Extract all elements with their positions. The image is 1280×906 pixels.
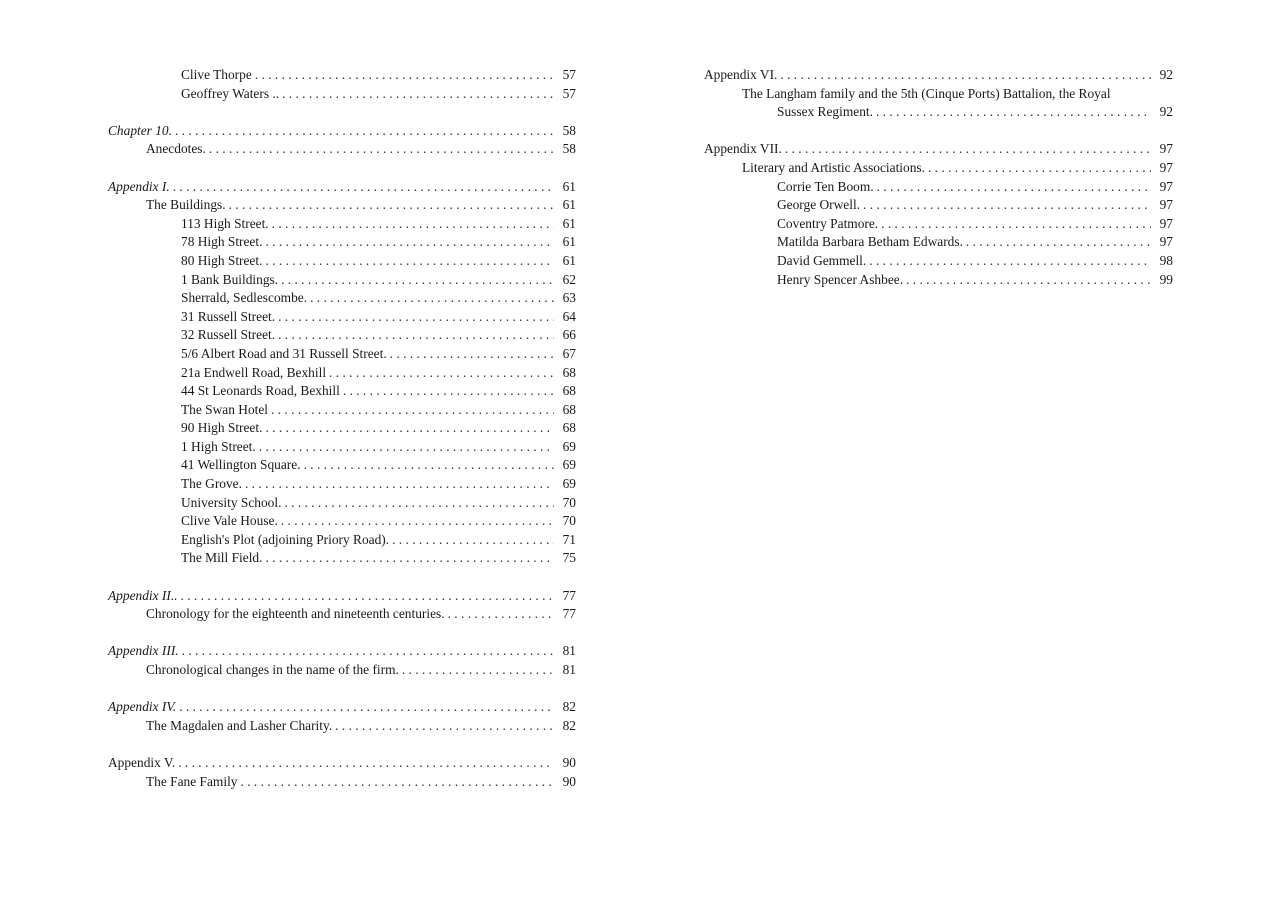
toc-entry-label: David Gemmell.: [777, 252, 867, 268]
toc-entry-page: 82: [562, 699, 576, 715]
toc-entry[interactable]: [108, 364, 576, 383]
toc-entry-page: 98: [1159, 252, 1173, 268]
dot-leader: [272, 215, 554, 234]
toc-entry[interactable]: [704, 271, 1173, 290]
dot-leader: [906, 271, 1151, 290]
toc-entry[interactable]: [108, 475, 576, 494]
toc-entry-label: 78 High Street.: [181, 234, 263, 250]
toc-entry-page: 92: [1159, 67, 1173, 82]
toc-entry-label: The Mill Field.: [181, 550, 263, 566]
toc-entry-page: 69: [562, 476, 576, 492]
toc-entry-page: 97: [1159, 141, 1173, 157]
toc-entry-page: 71: [562, 531, 576, 547]
toc-entry-page: 61: [562, 197, 576, 213]
toc-entry[interactable]: [108, 717, 576, 736]
toc-entry-page: 77: [562, 606, 576, 622]
dot-leader: [390, 345, 554, 364]
toc-entry[interactable]: [704, 103, 1173, 122]
dot-leader: [284, 494, 554, 513]
toc-entry[interactable]: [108, 438, 576, 457]
dot-leader: [182, 642, 554, 661]
toc-entry[interactable]: [108, 66, 576, 85]
dot-leader: [265, 252, 554, 271]
toc-entry[interactable]: [108, 233, 576, 252]
toc-entry-label: Literary and Artistic Associations.: [742, 159, 925, 175]
toc-list-right-rest: [704, 140, 1173, 289]
dot-leader: [175, 122, 554, 141]
toc-entry[interactable]: [108, 382, 576, 401]
toc-entry[interactable]: [108, 605, 576, 624]
toc-entry-page: 66: [562, 327, 576, 343]
toc-entry-label: Appendix I.: [108, 178, 170, 194]
dot-leader: [281, 271, 554, 290]
toc-entry-page: 97: [1159, 234, 1173, 250]
dot-leader: [245, 475, 554, 494]
toc-entry[interactable]: [704, 159, 1173, 178]
toc-entry[interactable]: [108, 85, 576, 104]
toc-entry-page: 70: [562, 494, 576, 510]
toc-entry-page: 67: [562, 345, 576, 361]
toc-entry-label: 80 High Street.: [181, 252, 263, 268]
toc-entry[interactable]: [704, 196, 1173, 215]
toc-entry-page: 58: [562, 122, 576, 138]
toc-entry-page: 68: [562, 383, 576, 399]
toc-entry-label: Chronology for the eighteenth and nineteenth centuries.: [146, 606, 445, 622]
toc-entry-label: 21a Endwell Road, Bexhill: [181, 364, 327, 380]
dot-leader: [282, 85, 554, 104]
toc-entry-page: 70: [562, 513, 576, 529]
dot-leader: [869, 252, 1151, 271]
toc-entry-page: 61: [562, 234, 576, 250]
dot-leader: [335, 717, 554, 736]
toc-entry[interactable]: [108, 587, 576, 606]
dot-leader: [278, 308, 554, 327]
dot-leader: [281, 512, 554, 531]
toc-entry-page: 97: [1159, 159, 1173, 175]
toc-entry-page: 90: [562, 754, 576, 770]
dot-leader: [265, 549, 554, 568]
toc-entry-page: 82: [562, 717, 576, 733]
toc-entry[interactable]: [108, 196, 576, 215]
toc-entry[interactable]: [108, 140, 576, 159]
toc-entry-page: 68: [562, 401, 576, 417]
toc-entry-label: The Magdalen and Lasher Charity.: [146, 717, 333, 733]
toc-entry-label: Clive Vale House.: [181, 513, 278, 529]
dot-leader: [329, 364, 554, 383]
toc-entry-label: Coventry Patmore.: [777, 215, 879, 231]
toc-entry[interactable]: [108, 419, 576, 438]
dot-leader: [278, 326, 554, 345]
left-page: [108, 0, 576, 906]
dot-leader: [173, 178, 554, 197]
dot-leader: [265, 233, 554, 252]
toc-entry[interactable]: [704, 140, 1173, 159]
toc-entry-label: Anecdotes.: [146, 141, 206, 157]
toc-entry[interactable]: [108, 642, 576, 661]
toc-entry-page: 68: [562, 364, 576, 380]
toc-entry-page: 63: [562, 290, 576, 306]
toc-entry-label: Appendix VI.: [704, 67, 778, 82]
toc-entry[interactable]: [108, 308, 576, 327]
toc-entry-label: 32 Russell Street.: [181, 327, 276, 343]
toc-entry-label: George Orwell.: [777, 197, 861, 213]
toc-list-left: [108, 66, 576, 791]
toc-entry-page: 81: [562, 662, 576, 677]
toc-entry-page: 61: [562, 178, 576, 194]
toc-entry-page: 97: [1159, 197, 1173, 213]
toc-entry-label: Sussex Regiment.: [777, 104, 873, 120]
dot-leader: [877, 178, 1151, 197]
toc-entry-page: 69: [562, 457, 576, 473]
toc-entry-page: 58: [562, 141, 576, 157]
toc-entry-page: 57: [562, 85, 576, 101]
toc-entry-wrap-first-line[interactable]: [704, 85, 1173, 104]
toc-entry[interactable]: [108, 773, 576, 792]
toc-entry[interactable]: [704, 178, 1173, 197]
toc-entry[interactable]: [108, 122, 576, 141]
dot-leader: [343, 382, 554, 401]
toc-entry-page: 62: [562, 271, 576, 287]
dot-leader: [265, 419, 554, 438]
toc-entry-page: 99: [1159, 271, 1173, 287]
dot-leader: [881, 215, 1151, 234]
dot-leader: [178, 754, 554, 773]
toc-entry[interactable]: [108, 494, 576, 513]
dot-leader: [310, 289, 554, 308]
toc-entry-label: 113 High Street.: [181, 215, 269, 231]
dot-leader: [304, 456, 554, 475]
toc-entry-label: 41 Wellington Square.: [181, 457, 301, 473]
toc-entry-label: Appendix VII.: [704, 141, 782, 157]
toc-entry[interactable]: [108, 531, 576, 550]
toc-entry-label: 5/6 Albert Road and 31 Russell Street.: [181, 345, 387, 361]
right-page: [704, 0, 1173, 906]
toc-entry[interactable]: [108, 271, 576, 290]
toc-entry[interactable]: [108, 456, 576, 475]
dot-leader: [271, 401, 554, 420]
toc-entry[interactable]: [108, 754, 576, 773]
toc-list-right: [704, 66, 1173, 289]
dot-leader: [179, 698, 554, 717]
toc-entry-label: Chronological changes in the name of the firm.: [146, 662, 399, 677]
toc-entry-label: Corrie Ten Boom.: [777, 178, 874, 194]
toc-entry-label: Appendix III.: [108, 643, 179, 659]
toc-entry-label: Appendix V.: [108, 754, 176, 770]
toc-entry[interactable]: [108, 178, 576, 197]
dot-leader: [780, 66, 1151, 85]
toc-entry-label: The Fane Family: [146, 773, 238, 789]
dot-leader: [448, 605, 554, 624]
toc-entry-label: The Swan Hotel: [181, 401, 269, 417]
toc-entry[interactable]: [704, 66, 1173, 85]
dot-leader: [255, 66, 554, 85]
toc-entry[interactable]: [108, 289, 576, 308]
dot-leader: [785, 140, 1151, 159]
toc-entry-label: 1 Bank Buildings.: [181, 271, 279, 287]
toc-entry-label: The Buildings.: [146, 197, 226, 213]
toc-entry-page: 57: [562, 67, 576, 82]
toc-entry-label: 44 St Leonards Road, Bexhill: [181, 383, 340, 399]
toc-entry-label: 1 High Street.: [181, 438, 256, 454]
dot-leader: [241, 773, 555, 792]
toc-entry[interactable]: [704, 252, 1173, 271]
toc-entry-page: 61: [562, 215, 576, 231]
toc-entry-label: Sherrald, Sedlescombe.: [181, 290, 308, 306]
toc-entry-page: 75: [562, 550, 576, 566]
toc-entry[interactable]: [704, 215, 1173, 234]
toc-entry-label: 90 High Street.: [181, 420, 263, 436]
toc-entry-page: 92: [1159, 104, 1173, 120]
toc-entry-label: English's Plot (adjoining Priory Road).: [181, 531, 390, 547]
toc-entry-label: Appendix IV.: [108, 699, 177, 715]
dot-leader: [259, 438, 554, 457]
dot-leader: [229, 196, 554, 215]
dot-leader: [392, 531, 554, 550]
dot-leader: [966, 233, 1151, 252]
toc-entry-label: 31 Russell Street.: [181, 308, 276, 324]
toc-entry-page: 68: [562, 420, 576, 436]
toc-entry-page: 81: [562, 643, 576, 659]
toc-entry-page: 90: [562, 773, 576, 789]
toc-entry-label: Matilda Barbara Betham Edwards.: [777, 234, 963, 250]
toc-entry-page: 97: [1159, 178, 1173, 194]
toc-entry-page: 61: [562, 252, 576, 268]
toc-entry[interactable]: [108, 661, 576, 680]
dot-leader: [863, 196, 1151, 215]
toc-entry-label: University School.: [181, 494, 282, 510]
toc-entry-page: 77: [562, 587, 576, 603]
toc-entry-page: 69: [562, 438, 576, 454]
toc-entry[interactable]: [108, 698, 576, 717]
toc-entry[interactable]: [108, 512, 576, 531]
dot-leader: [876, 103, 1151, 122]
dot-leader: [402, 661, 554, 680]
toc-entry-label: Chapter 10.: [108, 122, 172, 138]
toc-entry-label: Appendix II..: [108, 587, 178, 603]
toc-entry[interactable]: [108, 326, 576, 345]
dot-leader: [928, 159, 1151, 178]
toc-entry[interactable]: [108, 549, 576, 568]
toc-entry-label: Geoffrey Waters ..: [181, 85, 280, 101]
toc-entry[interactable]: [108, 215, 576, 234]
toc-entry-page: 64: [562, 308, 576, 324]
dot-leader: [209, 140, 554, 159]
toc-entry[interactable]: [108, 345, 576, 364]
toc-entry-label: The Langham family and the 5th (Cinque Ports) Battalion, the Royal: [742, 85, 1111, 101]
toc-entry-label: The Grove.: [181, 476, 242, 492]
toc-entry-page: 97: [1159, 215, 1173, 231]
toc-entry[interactable]: [704, 233, 1173, 252]
toc-entry-label: Henry Spencer Ashbee.: [777, 271, 904, 287]
toc-entry[interactable]: [108, 252, 576, 271]
dot-leader: [181, 587, 554, 606]
toc-entry[interactable]: [108, 401, 576, 420]
toc-entry-label: Clive Thorpe: [181, 67, 252, 82]
